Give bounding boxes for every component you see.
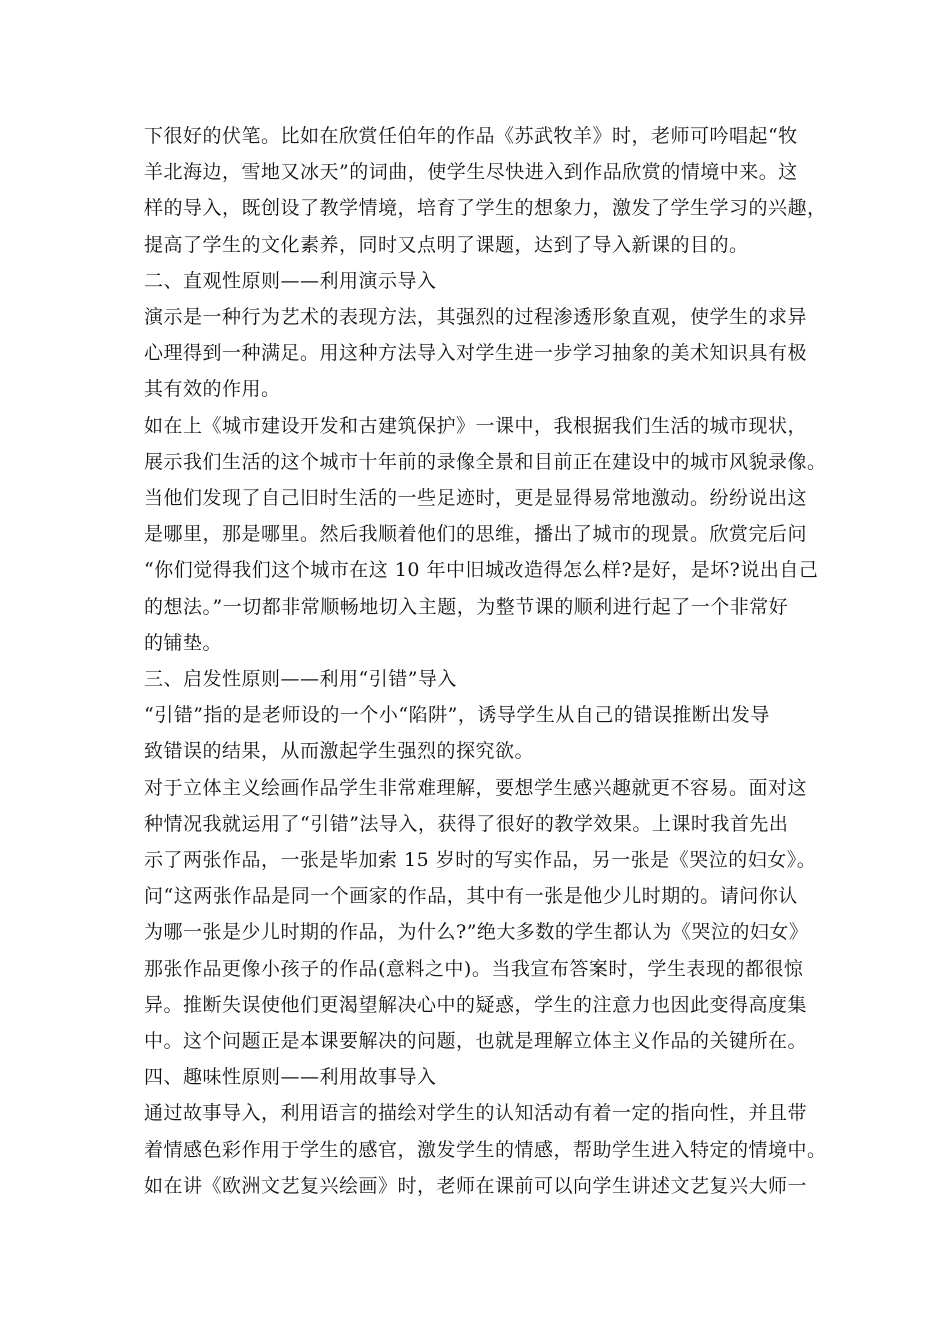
section-heading: 三、启发性原则——利用“引错”导入 <box>144 668 457 690</box>
section-heading: 四、趣味性原则——利用故事导入 <box>144 1066 437 1088</box>
paragraph-line: 示了两张作品，一张是毕加索 15 岁时的写实作品，另一张是《哭泣的妇女》。 <box>144 849 817 871</box>
paragraph-line: 问“这两张作品是同一个画家的作品，其中有一张是他少儿时期的。请问你认 <box>144 885 798 907</box>
paragraph-line: 那张作品更像小孩子的作品(意料之中)。当我宣布答案时，学生表现的都很惊 <box>144 958 804 980</box>
paragraph-line: 展示我们生活的这个城市十年前的录像全景和目前正在建设中的城市风貌录像。 <box>144 451 827 473</box>
paragraph-line: 的想法。”一切都非常顺畅地切入主题，为整节课的顺利进行起了一个非常好 <box>144 596 789 618</box>
paragraph-line: 提高了学生的文化素养，同时又点明了课题，达到了导入新课的目的。 <box>144 234 749 256</box>
paragraph-line: “你们觉得我们这个城市在这 10 年中旧城改造得怎么样?是好，是坏?说出自己 <box>144 559 819 581</box>
paragraph-line: 如在上《城市建设开发和古建筑保护》一课中，我根据我们生活的城市现状， <box>144 415 808 437</box>
paragraph-line: 着情感色彩作用于学生的感官，激发学生的情感，帮助学生进入特定的情境中。 <box>144 1139 827 1161</box>
section-heading: 二、直观性原则——利用演示导入 <box>144 270 437 292</box>
paragraph-line: 心理得到一种满足。用这种方法导入对学生进一步学习抽象的美术知识具有极 <box>144 342 808 364</box>
paragraph-line: 的铺垫。 <box>144 632 223 654</box>
paragraph-line: “引错”指的是老师设的一个小“陷阱”，诱导学生从自己的错误推断出发导 <box>144 704 770 726</box>
paragraph-line: 样的导入，既创设了教学情境，培育了学生的想象力，激发了学生学习的兴趣， <box>144 197 827 219</box>
paragraph-line: 中。这个问题正是本课要解决的问题，也就是理解立体主义作品的关键所在。 <box>144 1030 808 1052</box>
paragraph-line: 下很好的伏笔。比如在欣赏任伯年的作品《苏武牧羊》时，老师可吟唱起“牧 <box>144 125 798 147</box>
paragraph-line: 通过故事导入，利用语言的描绘对学生的认知活动有着一定的指向性，并且带 <box>144 1102 808 1124</box>
paragraph-line: 是哪里，那是哪里。然后我顺着他们的思维，播出了城市的现景。欣赏完后问 <box>144 523 808 545</box>
paragraph-line: 对于立体主义绘画作品学生非常难理解，要想学生感兴趣就更不容易。面对这 <box>144 777 808 799</box>
paragraph-line: 为哪一张是少儿时期的作品，为什么?”绝大多数的学生都认为《哭泣的妇女》 <box>144 921 809 943</box>
paragraph-line: 异。推断失误使他们更渴望解决心中的疑惑，学生的注意力也因此变得高度集 <box>144 994 808 1016</box>
paragraph-line: 羊北海边，雪地又冰天”的词曲，使学生尽快进入到作品欣赏的情境中来。这 <box>144 161 798 183</box>
paragraph-line: 种情况我就运用了“引错”法导入，获得了很好的教学效果。上课时我首先出 <box>144 813 789 835</box>
paragraph-line: 致错误的结果，从而激起学生强烈的探究欲。 <box>144 740 535 762</box>
paragraph-line: 当他们发现了自己旧时生活的一些足迹时，更是显得易常地激动。纷纷说出这 <box>144 487 808 509</box>
paragraph-line: 如在讲《欧洲文艺复兴绘画》时，老师在课前可以向学生讲述文艺复兴大师一 <box>144 1175 808 1197</box>
paragraph-line: 演示是一种行为艺术的表现方法，其强烈的过程渗透形象直观，使学生的求异 <box>144 306 808 328</box>
paragraph-line: 其有效的作用。 <box>144 378 281 400</box>
